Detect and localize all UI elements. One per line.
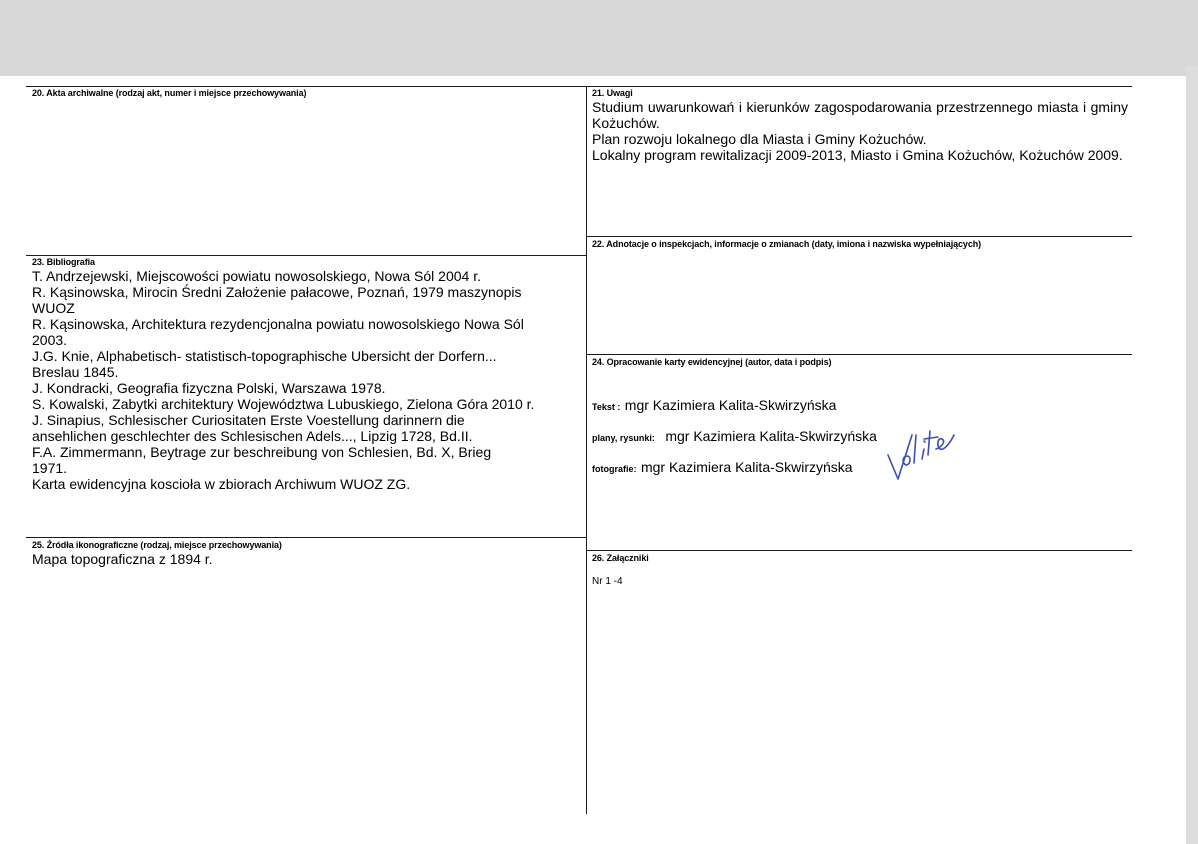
author-text-value: mgr Kazimiera Kalita-Skwirzyńska <box>624 397 837 413</box>
iconographic-source: Mapa topograficzna z 1894 r. <box>32 551 213 567</box>
rule-26 <box>587 550 1132 551</box>
rule-25 <box>26 537 586 538</box>
section-21-label: 21. Uwagi <box>592 88 633 98</box>
section-25 <box>32 540 584 567</box>
bibliography-line: 1971. <box>32 460 68 476</box>
paper-edge <box>1186 66 1198 844</box>
bibliography-list <box>32 268 584 492</box>
handwritten-signature <box>880 405 960 485</box>
bibliography-line: Breslau 1845. <box>32 364 119 380</box>
remark-paragraph: Lokalny program rewitalizacji 2009-2013, Miasto i Gmina Kożuchów, Kożuchów 2009. <box>592 147 1123 163</box>
section-26 <box>592 553 1128 587</box>
bibliography-line: WUOZ <box>32 300 75 316</box>
bibliography-line: Karta ewidencyjna koscioła w zbiorach Archiwum WUOZ ZG. <box>32 476 411 492</box>
rule-top-right <box>587 86 1132 87</box>
attachments-value: Nr 1 -4 <box>592 576 623 587</box>
section-25-label: 25. Źródła ikonograficzne (rodzaj, miejsce przechowywania) <box>32 540 282 550</box>
rule-22 <box>587 236 1132 237</box>
bibliography-line: R. Kąsinowska, Architektura rezydencjonalna powiatu nowosolskiego Nowa Sól <box>32 316 524 332</box>
section-22-label: 22. Adnotacje o inspekcjach, informacje o zmianach (daty, imiona i nazwiska wypełniających) <box>592 239 982 249</box>
section-23 <box>32 257 584 492</box>
author-drawings-value: mgr Kazimiera Kalita-Skwirzyńska <box>665 428 877 444</box>
author-drawings-label: plany, rysunki: <box>592 433 655 443</box>
bibliography-line: ansehlichen geschlechter des Schlesischen Adels..., Lipzig 1728, Bd.II. <box>32 428 473 444</box>
author-photos-label: fotografie: <box>592 464 637 474</box>
scanner-margin <box>0 0 1198 76</box>
bibliography-line: 2003. <box>32 332 68 348</box>
section-21 <box>592 88 1128 163</box>
bibliography-line: J.G. Knie, Alphabetisch- statistisch-topographische Ubersicht der Dorfern... <box>32 348 497 364</box>
section-24 <box>592 357 1128 367</box>
section-26-label: 26. Załączniki <box>592 553 649 563</box>
author-photos-row <box>592 459 853 477</box>
bibliography-line: J. Sinapius, Schlesischer Curiositaten Erste Voestellung darinnern die <box>32 412 465 428</box>
author-drawings-row <box>592 428 877 446</box>
rule-24 <box>587 354 1132 355</box>
section-24-label: 24. Opracowanie karty ewidencyjnej (autor, data i podpis) <box>592 357 832 367</box>
section-20 <box>32 88 582 98</box>
rule-23 <box>26 255 586 256</box>
bibliography-line: S. Kowalski, Zabytki architektury Województwa Lubuskiego, Zielona Góra 2010 r. <box>32 396 535 412</box>
remark-paragraph: Studium uwarunkowań i kierunków zagospodarowania przestrzennego miasta i gminy Kożuchów. <box>592 99 1128 131</box>
remark-paragraph: Plan rozwoju lokalnego dla Miasta i Gminy Kożuchów. <box>592 131 927 147</box>
remarks-text <box>592 99 1128 163</box>
bibliography-line: T. Andrzejewski, Miejscowości powiatu nowosolskiego, Nowa Sól 2004 r. <box>32 268 481 284</box>
author-photos-value: mgr Kazimiera Kalita-Skwirzyńska <box>640 459 853 475</box>
section-23-label: 23. Bibliografia <box>32 257 95 267</box>
bibliography-line: F.A. Zimmermann, Beytrage zur beschreibung von Schlesien, Bd. X, Brieg <box>32 444 492 460</box>
column-divider <box>586 86 587 814</box>
author-text-label: Tekst : <box>592 402 621 412</box>
section-22 <box>592 239 1128 249</box>
author-text-row <box>592 397 836 415</box>
rule-top-left <box>26 86 586 87</box>
bibliography-line: R. Kąsinowska, Mirocin Średni Założenie pałacowe, Poznań, 1979 maszynopis <box>32 284 522 300</box>
section-20-label: 20. Akta archiwalne (rodzaj akt, numer i miejsce przechowywania) <box>32 88 307 98</box>
bibliography-line: J. Kondracki, Geografia fizyczna Polski, Warszawa 1978. <box>32 380 386 396</box>
